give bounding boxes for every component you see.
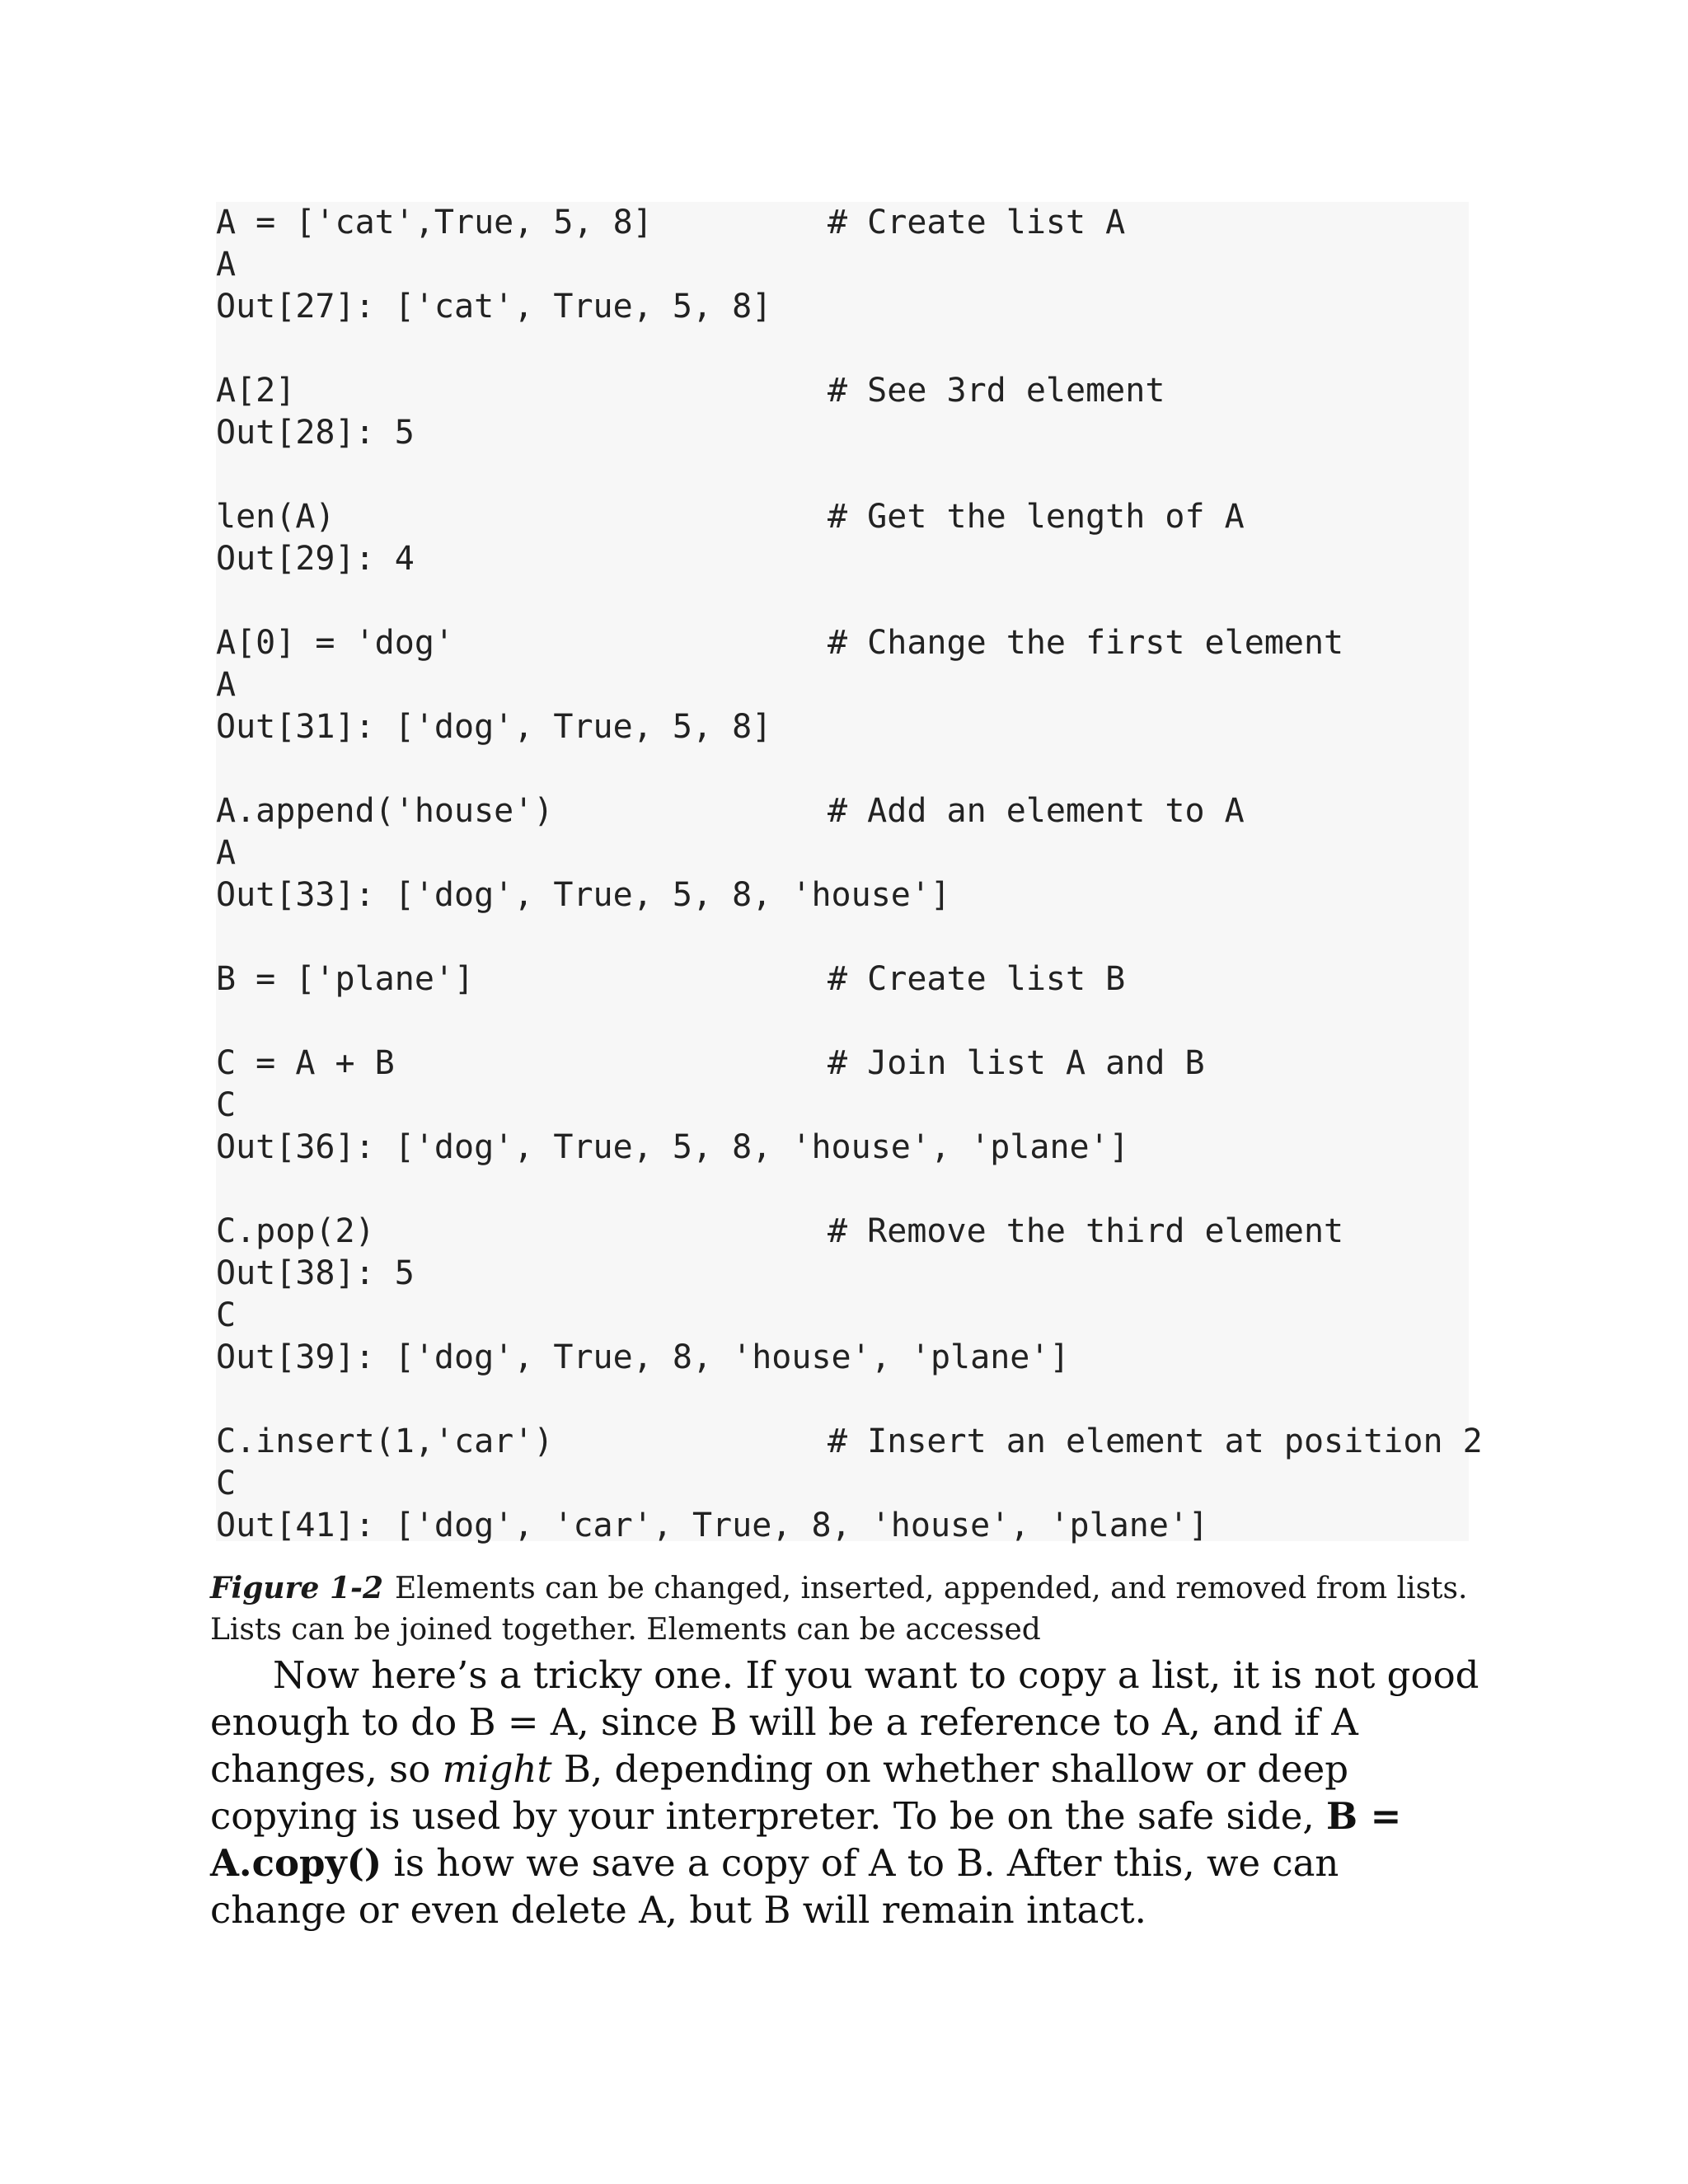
code-comment: # Insert an element at position 2 — [828, 1422, 1483, 1460]
code-comment: # Add an element to A — [828, 792, 1245, 830]
code-statement: C = A + B — [216, 1044, 395, 1082]
code-statement: A.append('house') — [216, 792, 554, 830]
code-statement: Out[28]: 5 — [216, 414, 415, 452]
body-paragraph — [210, 1652, 1479, 1933]
code-statement: Out[33]: ['dog', True, 5, 8, 'house'] — [216, 876, 951, 914]
code-comment: # Create list A — [828, 204, 1126, 241]
code-comment: # See 3rd element — [828, 372, 1165, 410]
caption-text: Elements can be changed, inserted, appended, and removed from lists. Lists can be joined together. Elements can be accessed — [210, 1572, 1468, 1647]
figure-label: Figure 1-2 — [210, 1571, 384, 1605]
code-statement: Out[29]: 4 — [216, 540, 415, 578]
code-statement: B = ['plane'] — [216, 960, 475, 998]
code-statement: len(A) — [216, 498, 335, 536]
code-comment: # Join list A and B — [828, 1044, 1205, 1082]
code-statement: Out[36]: ['dog', True, 5, 8, 'house', 'plane'] — [216, 1128, 1129, 1166]
code-statement: Out[39]: ['dog', True, 8, 'house', 'plane'] — [216, 1338, 1070, 1376]
code-comment: # Change the first element — [828, 624, 1344, 662]
code-statement: Out[41]: ['dog', 'car', True, 8, 'house', 'plane'] — [216, 1507, 1209, 1544]
code-statement: C — [216, 1296, 237, 1334]
paragraph-part-2: B, depending on whether shallow or deep copying is used by your interpreter. To be on the safe side, — [210, 1747, 1349, 1838]
code-statement: A — [216, 246, 237, 284]
code-statement: Out[27]: ['cat', True, 5, 8] — [216, 288, 772, 326]
paragraph-part-1: Now here’s a tricky one. If you want to copy a list, it is not good enough to do B = A, since B will be a reference to A, and if A changes, so — [210, 1653, 1479, 1791]
code-statement: A[2] — [216, 372, 296, 410]
code-statement: Out[38]: 5 — [216, 1254, 415, 1292]
paragraph-part-3: is how we save a copy of A to B. After this, we can change or even delete A, but B will remain intact. — [210, 1841, 1339, 1932]
code-statement: C — [216, 1465, 237, 1502]
code-comment: # Get the length of A — [828, 498, 1245, 536]
figure-caption — [210, 1568, 1479, 1651]
code-statement: C.insert(1,'car') — [216, 1422, 554, 1460]
code-comment: # Create list B — [828, 960, 1126, 998]
code-statement: A — [216, 666, 237, 704]
paragraph-emphasis: might — [442, 1747, 552, 1791]
code-comment: # Remove the third element — [828, 1212, 1344, 1250]
code-statement: A[0] = 'dog' — [216, 624, 454, 662]
code-block — [216, 202, 1483, 1544]
code-statement: C — [216, 1086, 237, 1124]
code-statement: A = ['cat',True, 5, 8] — [216, 204, 653, 241]
code-statement: C.pop(2) — [216, 1212, 375, 1250]
code-statement: A — [216, 834, 237, 872]
code-statement: Out[31]: ['dog', True, 5, 8] — [216, 708, 772, 746]
paragraph-bold-code: B = A.copy() — [210, 1794, 1402, 1885]
